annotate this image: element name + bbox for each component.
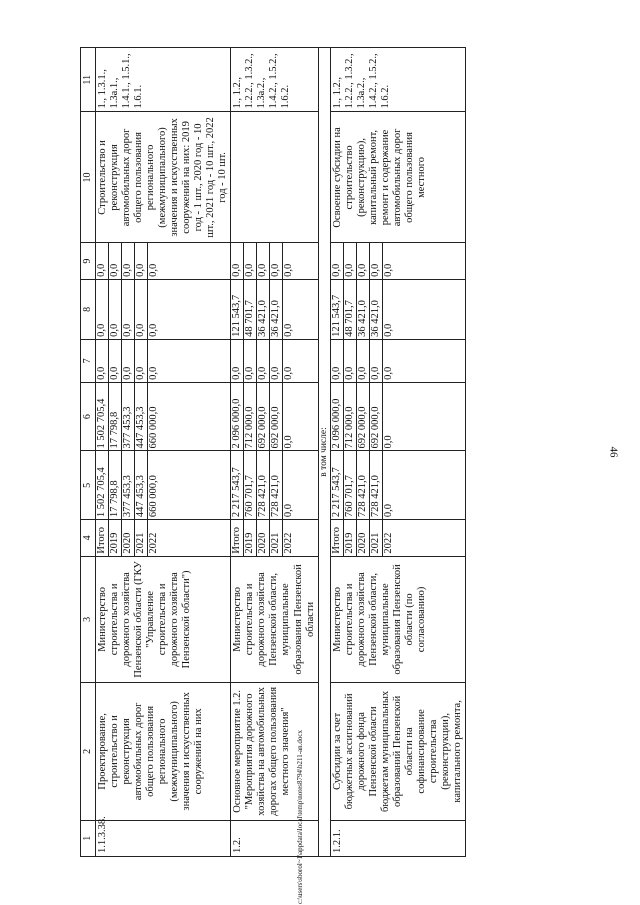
in-total-label: в том числе: bbox=[318, 48, 330, 857]
table-row bbox=[330, 48, 466, 857]
value-c9: 0,0 bbox=[344, 243, 357, 278]
value-c7: 0,0 bbox=[283, 366, 295, 380]
col-header-10: 10 bbox=[81, 112, 96, 243]
col-c8 bbox=[95, 279, 231, 339]
row-code: 1.2.1. bbox=[330, 820, 466, 856]
value-c8: 36 421,0 bbox=[257, 280, 270, 339]
value-c9: 0,0 bbox=[283, 263, 295, 277]
value-c8: 0,0 bbox=[122, 280, 135, 339]
value-c5: 2 217 543,7 bbox=[231, 451, 244, 519]
value-c7: 0,0 bbox=[257, 340, 270, 382]
col-c5 bbox=[330, 451, 466, 520]
row-organization: Министерство строительства и дорожного хозяйства Пензенской области, муниципальные образования Пензенской области (по согласованию) bbox=[330, 556, 466, 683]
col-years bbox=[231, 520, 318, 556]
col-c5 bbox=[231, 451, 318, 520]
value-years: 2020 bbox=[122, 520, 135, 555]
row-name: Проектирование, строительство и реконструкция автомобильных дорог общего пользования регионального (межмуниципального) значения и искусственных сооружений на них bbox=[95, 683, 231, 820]
col-header-4: 4 bbox=[81, 520, 96, 556]
col-c9 bbox=[330, 243, 466, 279]
value-c9: 0,0 bbox=[382, 263, 394, 277]
col-c7 bbox=[330, 339, 466, 382]
value-years: Итого bbox=[331, 520, 344, 555]
value-c6: 1 502 705,4 bbox=[96, 383, 109, 451]
page-number: 46 bbox=[607, 446, 620, 458]
value-years: 2019 bbox=[344, 520, 357, 555]
value-c7: 0,0 bbox=[231, 340, 244, 382]
header-row bbox=[81, 48, 96, 857]
value-c9: 0,0 bbox=[231, 243, 244, 278]
col-years bbox=[95, 520, 231, 556]
value-c7: 0,0 bbox=[331, 340, 344, 382]
value-c8: 36 421,0 bbox=[270, 280, 283, 339]
value-years: 2021 bbox=[135, 520, 148, 555]
value-c5: 447 453,3 bbox=[135, 451, 148, 519]
value-c5: 2 217 543,7 bbox=[331, 451, 344, 519]
value-c6: 0,0 bbox=[283, 435, 295, 449]
value-c6: 692 000,0 bbox=[270, 383, 283, 451]
value-c5: 0,0 bbox=[283, 504, 295, 518]
row-refs: 1., 1.3.1., 1.3а.1., 1.4.1., 1.5.1., 1.6.1. bbox=[95, 48, 231, 112]
value-c8: 0,0 bbox=[283, 323, 295, 337]
table-row bbox=[95, 48, 231, 857]
value-c5: 660 000,0 bbox=[147, 475, 159, 518]
value-c9: 0,0 bbox=[257, 243, 270, 278]
value-c6: 660 000,0 bbox=[147, 406, 159, 449]
value-c9: 0,0 bbox=[147, 263, 159, 277]
value-years: Итого bbox=[96, 520, 109, 555]
value-c8: 121 543,7 bbox=[231, 280, 244, 339]
col-c8 bbox=[330, 279, 466, 339]
value-c9: 0,0 bbox=[135, 243, 148, 278]
value-c7: 0,0 bbox=[270, 340, 283, 382]
col-header-3: 3 bbox=[81, 556, 96, 683]
value-c6: 692 000,0 bbox=[370, 383, 383, 451]
value-c5: 17 798,8 bbox=[109, 451, 122, 519]
value-years: 2021 bbox=[370, 520, 383, 555]
value-c7: 0,0 bbox=[96, 340, 109, 382]
value-c6: 692 000,0 bbox=[357, 383, 370, 451]
value-years: 2021 bbox=[270, 520, 283, 555]
col-header-8: 8 bbox=[81, 279, 96, 339]
value-c6: 712 000,0 bbox=[244, 383, 257, 451]
value-c7: 0,0 bbox=[244, 340, 257, 382]
col-c6 bbox=[231, 382, 318, 451]
row-refs: 1., 1.2., 1.2.2., 1.3.2., 1.3а.2., 1.4.2., 1.5.2., 1.6.2. bbox=[330, 48, 466, 112]
value-c8: 48 701,7 bbox=[344, 280, 357, 339]
col-c9 bbox=[95, 243, 231, 279]
col-c7 bbox=[95, 339, 231, 382]
value-c8: 0,0 bbox=[96, 280, 109, 339]
col-years bbox=[330, 520, 466, 556]
value-c5: 1 502 705,4 bbox=[96, 451, 109, 519]
value-c5: 760 701,7 bbox=[244, 451, 257, 519]
row-refs: 1., 1.2., 1.2.2., 1.3.2., 1.3а.2., 1.4.2., 1.5.2., 1.6.2. bbox=[231, 48, 318, 112]
value-years: 2020 bbox=[357, 520, 370, 555]
value-c6: 377 453,3 bbox=[122, 383, 135, 451]
value-c7: 0,0 bbox=[382, 366, 394, 380]
col-header-6: 6 bbox=[81, 382, 96, 451]
value-c9: 0,0 bbox=[244, 243, 257, 278]
col-c6 bbox=[95, 382, 231, 451]
row-organization: Министерство строительства и дорожного хозяйства Пензенской области, муниципальные образования Пензенской области bbox=[231, 556, 318, 683]
row-code: 1.2. bbox=[231, 820, 318, 856]
value-c5: 728 421,0 bbox=[257, 451, 270, 519]
value-years: 2019 bbox=[244, 520, 257, 555]
value-c9: 0,0 bbox=[331, 243, 344, 278]
value-c6: 2 096 000,0 bbox=[331, 383, 344, 451]
row-indicator: Освоение субсидии на строительство (реконструкцию), капитальный ремонт, ремонт и содержание автомобильных дорог общего пользования местного bbox=[330, 112, 466, 243]
value-c9: 0,0 bbox=[122, 243, 135, 278]
value-c8: 0,0 bbox=[147, 323, 159, 337]
row-indicator bbox=[231, 112, 318, 243]
value-c6: 2 096 000,0 bbox=[231, 383, 244, 451]
value-c6: 0,0 bbox=[382, 435, 394, 449]
footer-file-path: c:\users\sborol~1\appdata\local\temp\notes8794\b211-an.docx bbox=[296, 729, 304, 904]
value-c7: 0,0 bbox=[344, 340, 357, 382]
value-c7: 0,0 bbox=[147, 366, 159, 380]
row-name: Основное мероприятие 1.2. "Мероприятия дорожного хозяйства на автомобильных дорогах общего пользования местного значения" bbox=[231, 683, 318, 820]
row-organization: Министерство строительства и дорожного хозяйства Пензенской области (ГКУ "Управление строительства и дорожного хозяйства Пензенской области") bbox=[95, 556, 231, 683]
col-header-5: 5 bbox=[81, 451, 96, 520]
col-c9 bbox=[231, 243, 318, 279]
value-c5: 377 453,3 bbox=[122, 451, 135, 519]
in-total-row bbox=[318, 48, 330, 857]
value-c8: 0,0 bbox=[109, 280, 122, 339]
value-c6: 17 798,8 bbox=[109, 383, 122, 451]
value-c7: 0,0 bbox=[135, 340, 148, 382]
col-header-9: 9 bbox=[81, 243, 96, 279]
value-c9: 0,0 bbox=[96, 243, 109, 278]
col-c8 bbox=[231, 279, 318, 339]
value-c6: 712 000,0 bbox=[344, 383, 357, 451]
col-c5 bbox=[95, 451, 231, 520]
value-c8: 36 421,0 bbox=[370, 280, 383, 339]
row-name: Субсидии за счет бюджетных ассигнований дорожного фонда Пензенской области бюджетам муниципальных образований Пензенской области на софинансирование строительства (реконструкции), капитального ремонта, bbox=[330, 683, 466, 820]
col-c7 bbox=[231, 339, 318, 382]
value-years: 2019 bbox=[109, 520, 122, 555]
value-c6: 692 000,0 bbox=[257, 383, 270, 451]
row-indicator: Строительство и реконструкция автомобильных дорог общего пользования регионального (межмуниципального) значения и искусственных сооружений на них: 2019 год - 1 шт., 2020 год - 10 шт., 2021 год - 10 шт., 2022 год - 10 шт. bbox=[95, 112, 231, 243]
value-c7: 0,0 bbox=[357, 340, 370, 382]
value-c5: 728 421,0 bbox=[270, 451, 283, 519]
value-c9: 0,0 bbox=[370, 243, 383, 278]
col-header-1: 1 bbox=[81, 820, 96, 856]
value-c8: 0,0 bbox=[382, 323, 394, 337]
value-c9: 0,0 bbox=[270, 243, 283, 278]
value-years: Итого bbox=[231, 520, 244, 555]
value-c8: 0,0 bbox=[135, 280, 148, 339]
row-code: 1.1.3.38. bbox=[95, 820, 231, 856]
value-c9: 0,0 bbox=[357, 243, 370, 278]
col-c6 bbox=[330, 382, 466, 451]
col-header-7: 7 bbox=[81, 339, 96, 382]
program-table bbox=[80, 47, 466, 857]
value-c7: 0,0 bbox=[370, 340, 383, 382]
table-row bbox=[231, 48, 318, 857]
value-c7: 0,0 bbox=[109, 340, 122, 382]
value-years: 2022 bbox=[283, 532, 295, 554]
value-c8: 36 421,0 bbox=[357, 280, 370, 339]
value-years: 2022 bbox=[382, 532, 394, 554]
rotated-page bbox=[80, 47, 560, 857]
col-header-11: 11 bbox=[81, 48, 96, 112]
value-c5: 728 421,0 bbox=[370, 451, 383, 519]
value-c8: 121 543,7 bbox=[331, 280, 344, 339]
value-c9: 0,0 bbox=[109, 243, 122, 278]
value-c7: 0,0 bbox=[122, 340, 135, 382]
value-c5: 760 701,7 bbox=[344, 451, 357, 519]
value-c5: 0,0 bbox=[382, 504, 394, 518]
value-c8: 48 701,7 bbox=[244, 280, 257, 339]
value-years: 2022 bbox=[147, 532, 159, 554]
value-c5: 728 421,0 bbox=[357, 451, 370, 519]
value-c6: 447 453,3 bbox=[135, 383, 148, 451]
col-header-2: 2 bbox=[81, 683, 96, 820]
value-years: 2020 bbox=[257, 520, 270, 555]
